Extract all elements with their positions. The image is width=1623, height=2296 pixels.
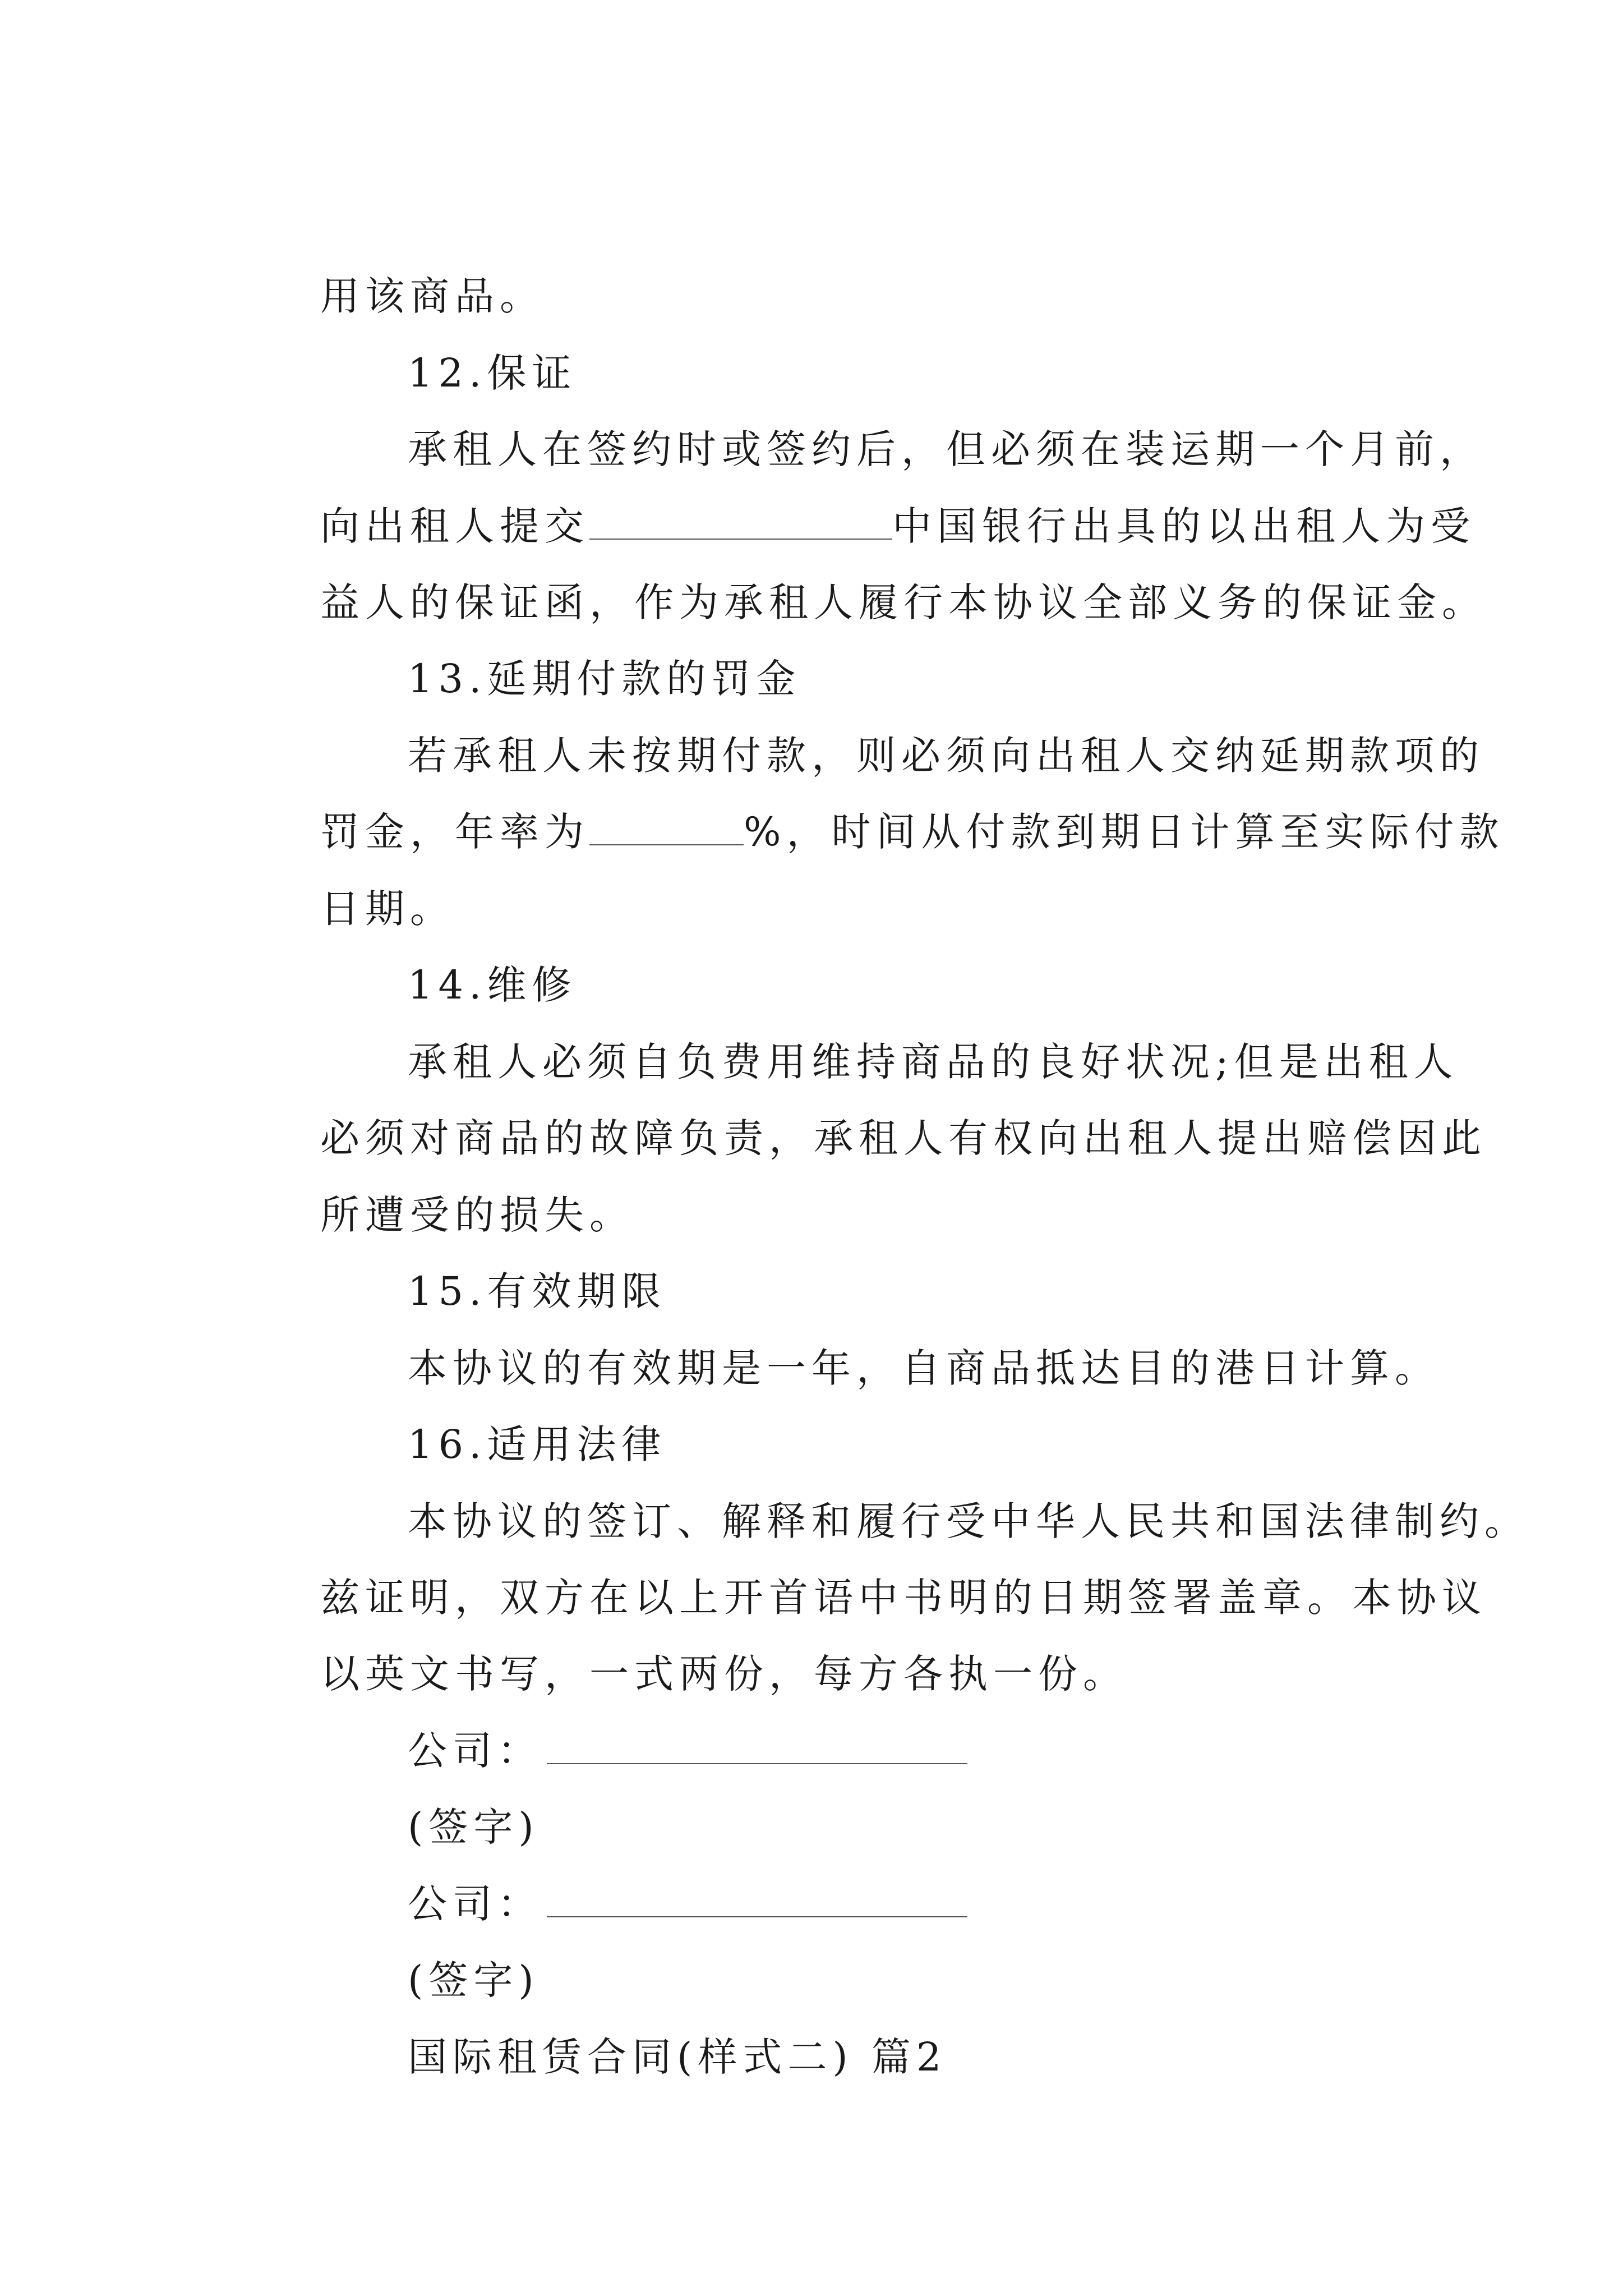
text-line: 本协议的签订、解释和履行受中华人民共和国法律制约。 <box>408 1498 1530 1544</box>
text-line: 所遭受的损失。 <box>320 1192 635 1238</box>
text-line: 向出租人提交 中国银行出具的以出租人为受 <box>320 503 1476 549</box>
text-line: 以英文书写，一式两份，每方各执一份。 <box>320 1651 1128 1697</box>
text-line: 本协议的有效期是一年，自商品抵达目的港日计算。 <box>408 1345 1440 1391</box>
company-name-blank-field <box>547 1881 967 1917</box>
rate-blank-field <box>589 809 744 845</box>
section-heading-14: 14.维修 <box>408 962 577 1008</box>
text-line: 日期。 <box>320 886 455 932</box>
text-line: 兹证明，双方在以上开首语中书明的日期签署盖章。本协议 <box>320 1575 1487 1621</box>
section-heading-16: 16.适用法律 <box>408 1421 667 1467</box>
text-line: 益人的保证函，作为承租人履行本协议全部义务的保证金。 <box>320 579 1487 625</box>
text-line: 若承租人未按期付款，则必须向出租人交纳延期款项的 <box>408 733 1485 779</box>
section-heading-15: 15.有效期限 <box>408 1268 667 1314</box>
signature-line-1: (签字) <box>408 1804 540 1850</box>
company-name-blank-field <box>547 1728 967 1764</box>
signature-line-2: (签字) <box>408 1957 540 2003</box>
company-line-1: 公司： <box>335 1667 967 1835</box>
text-line: 承租人必须自负费用维持商品的良好状况;但是出租人 <box>408 1039 1459 1085</box>
next-section-title: 国际租赁合同(样式二) 篇2 <box>408 2034 947 2080</box>
text-line: 承租人在签约时或签约后，但必须在装运期一个月前， <box>408 426 1485 472</box>
text-line: 必须对商品的故障负责，承租人有权向出租人提出赔偿因此 <box>320 1115 1487 1161</box>
section-heading-13: 13.延期付款的罚金 <box>408 656 801 702</box>
section-heading-12: 12.保证 <box>408 350 577 396</box>
text-line: 用该商品。 <box>320 273 545 319</box>
company-line-2: 公司： <box>335 1820 967 1988</box>
text-line: 罚金，年率为 %，时间从付款到期日计算至实际付款 <box>320 809 1505 855</box>
